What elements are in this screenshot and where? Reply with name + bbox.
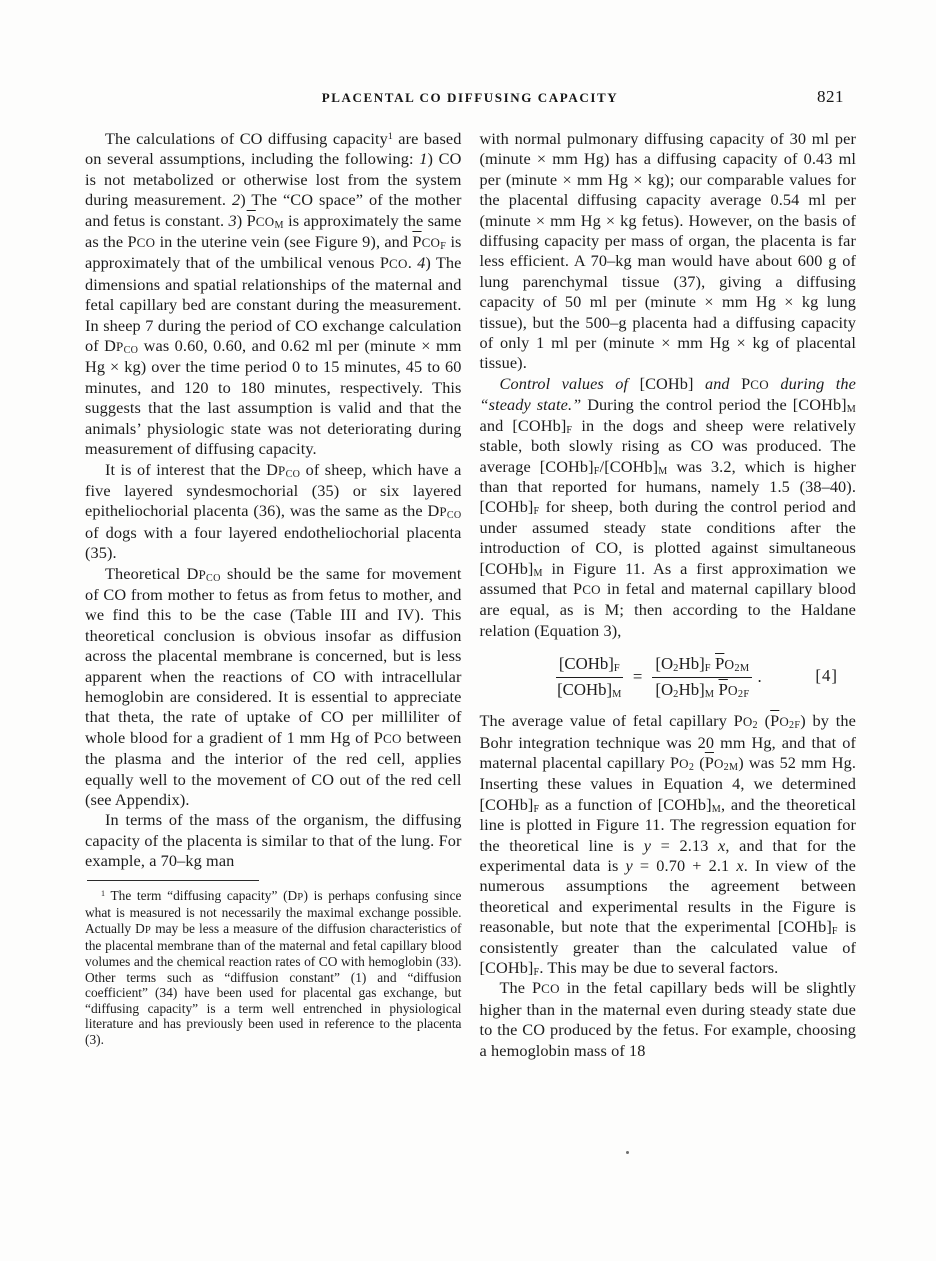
equation-number: [4]	[815, 666, 838, 686]
footnote: $^1$ The term “diffusing capacity” (DP) is perhaps confusing since what is measured is not necessarily the maximal exchange possible. Actually DP may be less a measure of the diffusion characteristics of the placental membrane than of the maternal and fetal capillary blood volumes and the chemical reaction rates of CO with hemoglobin (33). Other terms such as “diffusion constant” (1) and “diffusion coefficient” (34) have been used for placental gas exchange, but “diffusing capacity” is a term well entrenched in physiological literature and has previously been used in reference to the placenta (3).	[85, 887, 462, 1047]
running-title: PLACENTAL CO DIFFUSING CAPACITY	[321, 90, 619, 105]
paragraph: The average value of fetal capillary $PO_2$ $(\overline{P}O_{2F})$ by the Bohr integration technique was 20 mm Hg, and that of maternal placental capillary $PO_2$ $(\overline{P}O_{2M})$ was 52 mm Hg. Inserting these values in Equation 4, we determined $[COHb]_F$ as a function of $[COHb]_M$, and the theoretical line is plotted in Figure 11. The regression equation for the theoretical line is y = 2.13 x, and that for the experimental data is y = 0.70 + 2.1 x. In view of the numerous assumptions the agreement between theoretical and experimental results in the Figure is reasonable, but note that the experimental $[COHb]_F$ is consistently greater than the calculated value of $[COHb]_F$. This may be due to several factors.	[479, 711, 857, 978]
footnote-divider	[87, 880, 259, 881]
page-header	[85, 87, 855, 110]
equation-rhs-numerator: $[O_2Hb]_F$ $\overline{P}O_{2M}$	[652, 655, 752, 677]
paragraph: In terms of the mass of the organism, the diffusing capacity of the placenta is similar to that of the lung. For example, a 70–kg man	[85, 810, 462, 871]
equals-sign: =	[632, 666, 643, 686]
left-column	[85, 129, 462, 1061]
equation-lhs-denominator: $[COHb]_M$	[557, 679, 622, 700]
paragraph: Control values of [COHb] and PCO during the “steady state.” During the control period the $[COHb]_M$ and $[COHb]_F$ in the dogs and sheep were relatively stable, both slowly rising as CO was produced. The average $[COHb]_F/[COHb]_M$ was 3.2, which is higher than that reported for humans, namely 1.5 (38–40). $[COHb]_F$ for sheep, both during the control period and under assumed steady state conditions after the introduction of CO, is plotted against simultaneous $[COHb]_M$ in Figure 11. As a first approximation we assumed that PCO in fetal and maternal capillary blood are equal, as is M; then according to the Haldane relation (Equation 3),	[479, 373, 857, 640]
paragraph: with normal pulmonary diffusing capacity of 30 ml per (minute × mm Hg) has a diffusing capacity of 0.43 ml per (minute × mm Hg × kg); our comparable values for the placental diffusing capacity average 0.54 ml per (minute × mm Hg × kg fetus). However, on the basis of diffusing capacity per mass of organ, the placenta is far less efficient. A 70–kg man would have about 600 g of lung parenchymal tissue (37), giving a diffusing capacity of 50 ml per (minute × mm Hg × kg lung tissue), but the 500–g placenta had a diffusing capacity of only 1 ml per (minute × mm Hg × kg of placental tissue).	[479, 129, 856, 373]
paragraph: The calculations of CO diffusing capacity$^1$ are based on several assumptions, including the following: 1) CO is not metabolized or otherwise lost from the system during measurement. 2) The “CO space” of the mother and fetus is constant. 3) $\overline{P}CO_M$ is approximately the same as the PCO in the uterine vein (see Figure 9), and $\overline{P}CO_F$ is approximately that of the umbilical venous PCO. 4) The dimensions and spatial relationships of the maternal and fetal capillary bed are constant during the measurement. In sheep 7 during the period of CO exchange calculation of $DP_{CO}$ was 0.60, 0.60, and 0.62 ml per (minute × mm Hg × kg) over the time period 0 to 15 minutes, 45 to 60 minutes, and 120 to 180 minutes, respectively. This suggests that the last assumption is valid and that the animals’ physiologic state was not deteriorating during measurement of diffusing capacity.	[85, 129, 462, 459]
page-number: 821	[817, 87, 844, 106]
paragraph: Theoretical $DP_{CO}$ should be the same for movement of CO from mother to fetus as from fetus to mother, and we find this to be the case (Table III and IV). This theoretical conclusion is obvious insofar as diffusion across the placental membrane is concerned, but is less apparent when the reactions of CO with intracellular hemoglobin are considered. It is essential to appreciate that theta, the rate of uptake of CO per milliliter of whole blood for a gradient of 1 mm Hg of PCO between the plasma and the interior of the red cell, applies equally well to the movement of CO out of the red cell (see Appendix).	[85, 563, 462, 809]
equation-4	[480, 655, 839, 699]
paragraph: It is of interest that the $DP_{CO}$ of sheep, which have a five layered syndesmochorial (35) or six layered epitheliochorial placenta (36), was the same as the $DP_{CO}$ of dogs with a four layered endotheliochorial placenta (35).	[85, 459, 462, 563]
equation-lhs-fraction	[556, 655, 623, 699]
equation-rhs-fraction	[652, 655, 752, 699]
scan-artifact-dot	[626, 1151, 629, 1154]
right-column	[480, 129, 857, 1061]
equation-rhs-denominator: $[O_2Hb]_M$ $\overline{P}O_{2F}$	[655, 679, 750, 700]
equation-lhs-numerator: $[COHb]_F$	[556, 655, 623, 677]
paragraph: The PCO in the fetal capillary beds will be slightly higher than in the maternal even during steady state due to the CO produced by the fetus. For example, choosing a hemoglobin mass of 18	[479, 978, 856, 1060]
text-columns	[85, 129, 856, 1061]
equation-period: .	[757, 666, 762, 686]
